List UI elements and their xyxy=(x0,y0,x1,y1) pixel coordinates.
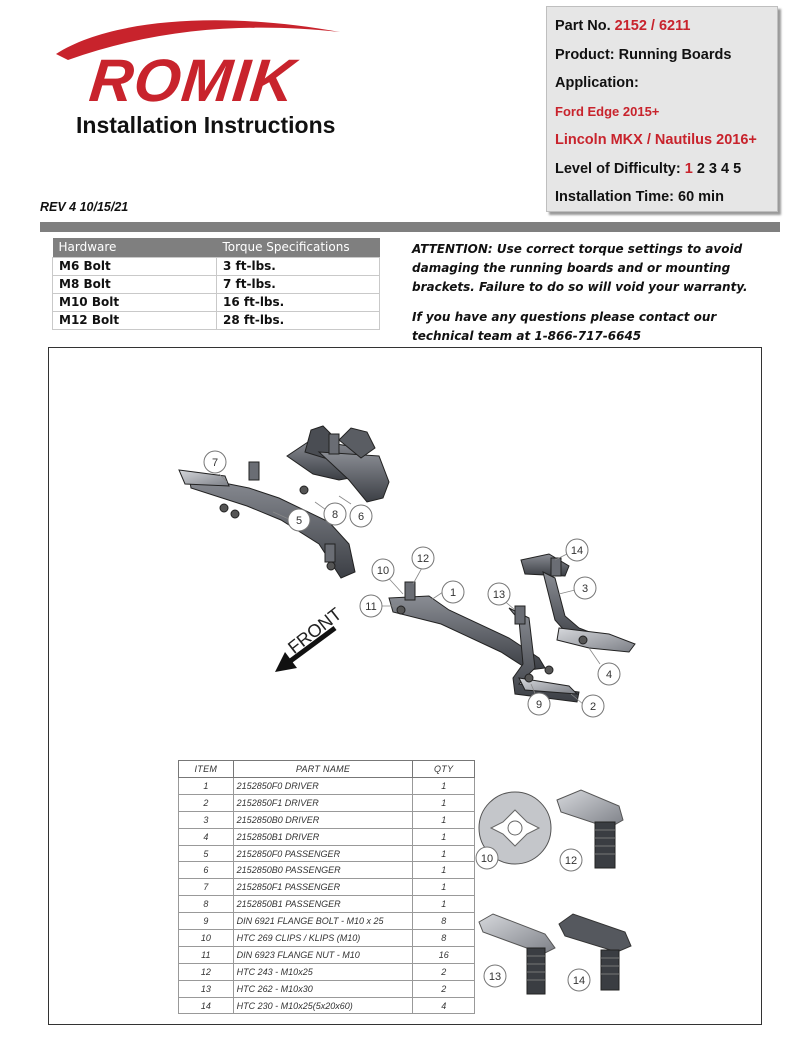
part-item: 9 xyxy=(179,913,234,930)
torque-row xyxy=(53,275,380,293)
installation-time: Installation Time: 60 min xyxy=(555,189,724,205)
part-qty: 1 xyxy=(413,794,475,811)
part-name: 2152850F1 DRIVER xyxy=(233,794,413,811)
parts-row xyxy=(179,963,475,980)
passenger-bracket-group xyxy=(179,426,389,578)
callout-label: 13 xyxy=(488,971,502,983)
torque-value: 16 ft-lbs. xyxy=(217,293,380,311)
parts-row xyxy=(179,811,475,828)
torque-row xyxy=(53,293,380,311)
parts-row xyxy=(179,845,475,862)
callout-label: 13 xyxy=(492,589,506,601)
part-name: 2152850B1 DRIVER xyxy=(233,828,413,845)
parts-row xyxy=(179,879,475,896)
callout-label: 4 xyxy=(605,669,613,681)
front-label: FRONT xyxy=(284,603,346,658)
callout-label: 10 xyxy=(376,565,390,577)
callout-label: 12 xyxy=(564,855,578,867)
part-qty: 8 xyxy=(413,930,475,947)
callout-label: 1 xyxy=(449,587,457,599)
part-qty: 1 xyxy=(413,845,475,862)
callout-label: 6 xyxy=(357,511,365,523)
parts-row xyxy=(179,997,475,1014)
part-name: DIN 6923 FLANGE NUT - M10 xyxy=(233,946,413,963)
part-item: 11 xyxy=(179,946,234,963)
torque-hardware: M6 Bolt xyxy=(53,257,217,275)
callout-label: 12 xyxy=(416,553,430,565)
romik-logo xyxy=(48,12,348,114)
hardware-illustrations xyxy=(479,790,631,994)
part-name: 2152850F0 PASSENGER xyxy=(233,845,413,862)
callout-label: 3 xyxy=(581,583,589,595)
torque-row xyxy=(53,257,380,275)
torque-value: 7 ft-lbs. xyxy=(217,275,380,293)
part-name: HTC 243 - M10x25 xyxy=(233,963,413,980)
application-label: Application: xyxy=(555,75,639,91)
part-qty: 1 xyxy=(413,896,475,913)
torque-value: 3 ft-lbs. xyxy=(217,257,380,275)
torque-hardware: M8 Bolt xyxy=(53,275,217,293)
parts-header-name: PART NAME xyxy=(233,761,413,778)
callout-label: 2 xyxy=(589,701,597,713)
parts-row xyxy=(179,913,475,930)
part-qty: 1 xyxy=(413,879,475,896)
part-item: 14 xyxy=(179,997,234,1014)
part-name: 2152850B0 DRIVER xyxy=(233,811,413,828)
part-name: HTC 269 CLIPS / KLIPS (M10) xyxy=(233,930,413,947)
part-item: 1 xyxy=(179,778,234,795)
parts-list-table xyxy=(178,760,475,1014)
part-name: 2152850F1 PASSENGER xyxy=(233,879,413,896)
callout-label: 14 xyxy=(570,545,584,557)
part-name: 2152850B0 PASSENGER xyxy=(233,862,413,879)
part-qty: 1 xyxy=(413,811,475,828)
brand-name: ROMIK xyxy=(86,47,299,114)
page-title: Installation Instructions xyxy=(76,112,336,138)
parts-row xyxy=(179,828,475,845)
parts-header-item: ITEM xyxy=(179,761,234,778)
product-info-box xyxy=(546,6,778,212)
part-item: 3 xyxy=(179,811,234,828)
parts-row xyxy=(179,862,475,879)
part-item: 12 xyxy=(179,963,234,980)
part-item: 4 xyxy=(179,828,234,845)
part-name: HTC 262 - M10x30 xyxy=(233,980,413,997)
contact-note: If you have any questions please contact our technical team at 1-866-717-6645 xyxy=(412,310,717,343)
torque-hardware: M10 Bolt xyxy=(53,293,217,311)
parts-header-row xyxy=(179,761,475,778)
torque-value: 28 ft-lbs. xyxy=(217,311,380,329)
vehicle-ford: Ford Edge 2015+ xyxy=(555,103,660,119)
part-number: Part No. 2152 / 6211 xyxy=(555,18,691,34)
part-qty: 2 xyxy=(413,980,475,997)
part-item: 7 xyxy=(179,879,234,896)
part-item: 13 xyxy=(179,980,234,997)
part-qty: 1 xyxy=(413,862,475,879)
part-qty: 8 xyxy=(413,913,475,930)
part-item: 2 xyxy=(179,794,234,811)
parts-row xyxy=(179,896,475,913)
part-qty: 2 xyxy=(413,963,475,980)
callout-label: 14 xyxy=(572,975,586,987)
part-name: DIN 6921 FLANGE BOLT - M10 x 25 xyxy=(233,913,413,930)
part-name: HTC 230 - M10x25(5x20x60) xyxy=(233,997,413,1014)
part-name: 2152850B1 PASSENGER xyxy=(233,896,413,913)
callout-label: 9 xyxy=(535,699,543,711)
parts-row xyxy=(179,946,475,963)
parts-row xyxy=(179,778,475,795)
torque-header-spec: Torque Specifications xyxy=(217,238,380,257)
attention-note: ATTENTION: Use correct torque settings to avoid damaging the running boards and or mounting brackets. Failure to do so will void your warranty. xyxy=(412,242,748,294)
part-item: 10 xyxy=(179,930,234,947)
vehicle-lincoln: Lincoln MKX / Nautilus 2016+ xyxy=(555,132,757,148)
callout-label: 7 xyxy=(211,457,219,469)
torque-table xyxy=(52,238,380,330)
part-name: 2152850F0 DRIVER xyxy=(233,778,413,795)
callout-label: 11 xyxy=(365,601,377,613)
part-qty: 16 xyxy=(413,946,475,963)
torque-hardware: M12 Bolt xyxy=(53,311,217,329)
header-divider xyxy=(40,222,780,232)
torque-header-row xyxy=(53,238,380,257)
parts-row xyxy=(179,980,475,997)
part-qty: 1 xyxy=(413,828,475,845)
parts-row xyxy=(179,794,475,811)
revision-label: REV 4 10/15/21 xyxy=(40,200,129,214)
callout-label: 10 xyxy=(480,853,494,865)
torque-header-hardware: Hardware xyxy=(53,238,217,257)
difficulty-level: Level of Difficulty: 1 2 3 4 5 xyxy=(555,160,742,177)
part-item: 8 xyxy=(179,896,234,913)
part-qty: 1 xyxy=(413,778,475,795)
part-item: 6 xyxy=(179,862,234,879)
torque-row xyxy=(53,311,380,329)
product-name: Product: Running Boards xyxy=(555,46,732,63)
parts-header-qty: QTY xyxy=(413,761,475,778)
callout-label: 5 xyxy=(295,515,303,527)
part-qty: 4 xyxy=(413,997,475,1014)
part-item: 5 xyxy=(179,845,234,862)
callout-label: 8 xyxy=(331,509,339,521)
parts-row xyxy=(179,930,475,947)
driver-bracket-group xyxy=(389,554,635,702)
